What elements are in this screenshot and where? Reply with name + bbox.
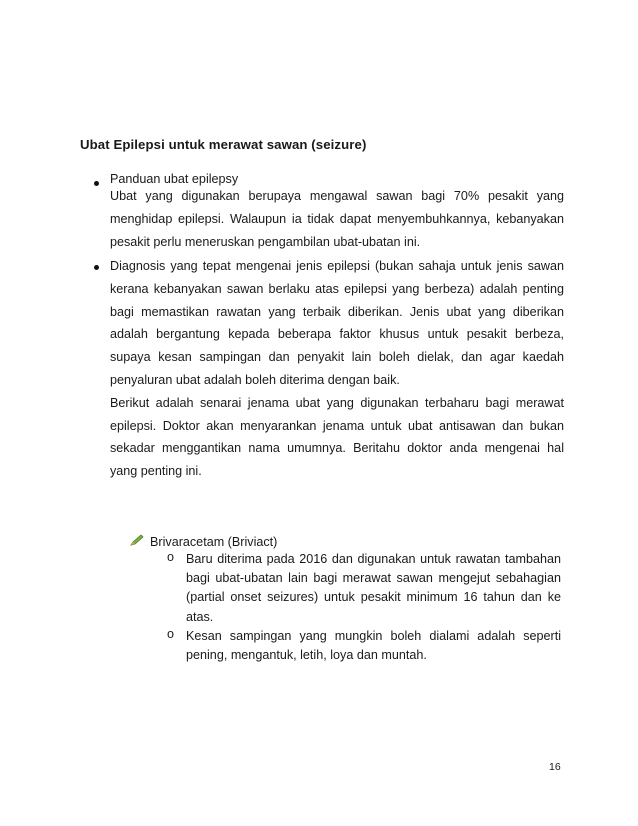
paragraph-text: Ubat yang digunakan berupaya mengawal sawan bagi 70% pesakit yang menghidap epilepsi. Walaupun ia tidak dapat menyembuhkannya, kebanyakan pesakit perlu meneruskan pengambilan ubat-ubatan ini. [110, 189, 564, 249]
medication-point: Baru diterima pada 2016 dan digunakan untuk rawatan tambahan bagi ubat-ubatan lain bagi merawat sawan mengejut sebahagian (partial onset seizures) untuk pesakit minimum 16 tahun dan ke atas. [186, 552, 561, 624]
sub-bullet-marker: o [167, 550, 175, 564]
pencil-bullet-icon [130, 534, 144, 546]
section-heading: Ubat Epilepsi untuk merawat sawan (seizure) [80, 137, 367, 152]
paragraph-text: Diagnosis yang tepat mengenai jenis epilepsi (bukan sahaja untuk jenis sawan kerana kebanyakan sawan berlaku atas epilepsi yang berbeza) adalah penting bagi memastikan rawatan yang terbaik diberikan. Jenis ubat yang diberikan adalah bergantung kepada beberapa faktor khusus untuk pesakit berbeza, supaya kesan sampingan dan penyakit lain boleh dielak, dan agar kaedah penyaluran ubat adalah boleh diterima dengan baik. [110, 259, 564, 387]
bullet-dot-icon [94, 265, 99, 270]
sub-bullet-marker: o [167, 627, 175, 641]
bullet-title: Panduan ubat epilepsy [110, 172, 239, 186]
medication-name: Brivaracetam (Briviact) [150, 535, 278, 549]
page-number: 16 [549, 761, 561, 773]
paragraph-text: Berikut adalah senarai jenama ubat yang digunakan terbaharu bagi merawat epilepsi. Doktor akan menyarankan jenama untuk ubat antisawan dan bukan sekadar menggantikan nama umumnya. Beritahu doktor anda mengenai hal yang penting ini. [110, 395, 564, 479]
bullet-paragraph [110, 185, 564, 253]
medication-point: Kesan sampingan yang mungkin boleh dialami adalah seperti pening, mengantuk, letih, loya dan muntah. [186, 629, 561, 663]
bullet-paragraph [110, 255, 564, 483]
bullet-dot-icon [94, 181, 99, 186]
